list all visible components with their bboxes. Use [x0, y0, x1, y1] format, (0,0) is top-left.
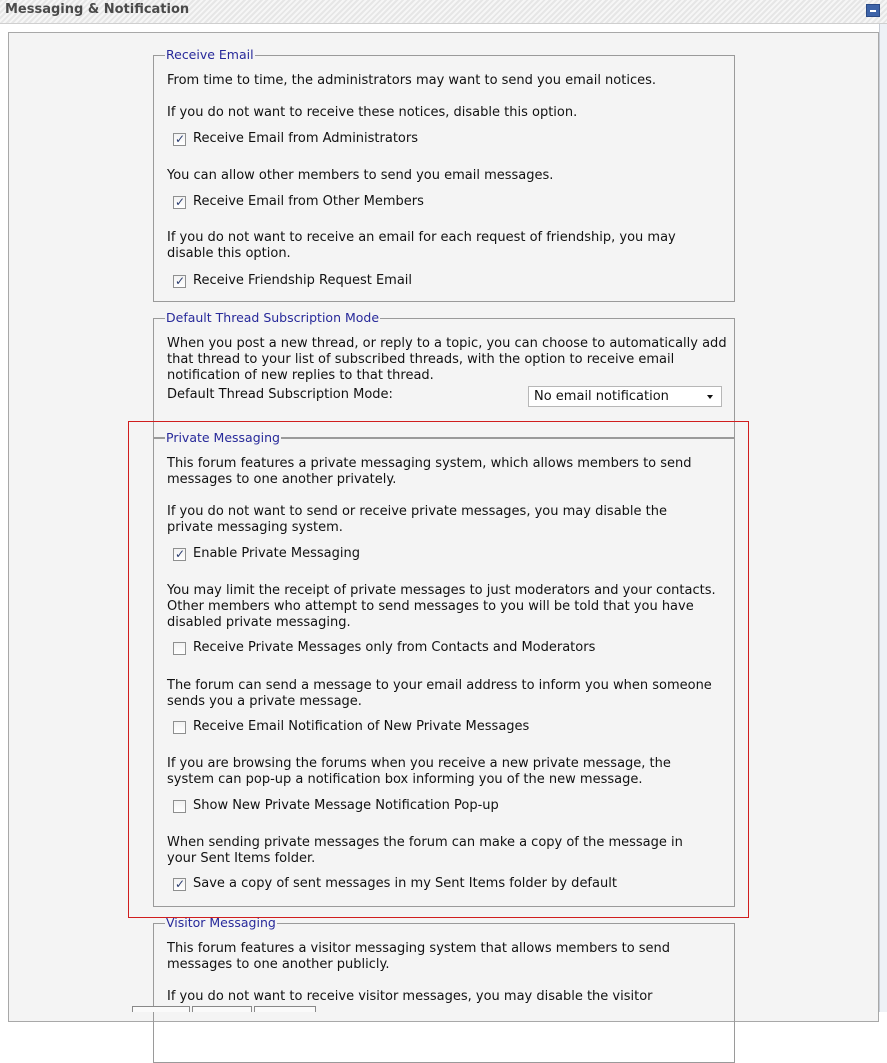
pm-copy-label[interactable]: Save a copy of sent messages in my Sent Items folder by default	[193, 876, 617, 891]
pm-intro: This forum features a private messaging system, which allows members to send messages to one another privately.	[167, 456, 692, 487]
admin-email-label[interactable]: Receive Email from Administrators	[193, 131, 419, 146]
pm-limit-label[interactable]: Receive Private Messages only from Contacts and Moderators	[193, 640, 596, 655]
pm-copy-description: When sending private messages the forum can make a copy of the message in your Sent Items folder.	[167, 835, 683, 866]
bottom-tab-strip	[130, 1006, 330, 1012]
admin-email-description: If you do not want to receive these notices, disable this option.	[167, 105, 578, 120]
thread-subscription-value[interactable]: No email notification	[534, 389, 669, 404]
member-email-label[interactable]: Receive Email from Other Members	[193, 194, 424, 209]
visitor-messaging-legend: Visitor Messaging	[166, 915, 276, 930]
pm-enable-description: If you do not want to send or receive private messages, you may disable the private messaging system.	[167, 504, 667, 535]
receive-email-fieldset	[153, 47, 735, 302]
receive-email-intro: From time to time, the administrators may want to send you email notices.	[167, 73, 657, 88]
bottom-tab[interactable]	[132, 1006, 190, 1012]
pm-email-label[interactable]: Receive Email Notification of New Private Messages	[193, 719, 530, 734]
private-messaging-legend: Private Messaging	[166, 430, 280, 445]
pm-popup-description: If you are browsing the forums when you receive a new private message, the system can pop-up a notification box informing you of the new message.	[167, 756, 671, 787]
scrollbar[interactable]	[879, 24, 887, 1012]
pm-enable-label[interactable]: Enable Private Messaging	[193, 546, 360, 561]
pm-limit-description: You may limit the receipt of private messages to just moderators and your contacts. Other members who attempt to send messages to you will be told that you have disabled private messaging.	[167, 583, 716, 630]
pm-popup-label[interactable]: Show New Private Message Notification Pop-up	[193, 798, 499, 813]
thread-subscription-description: When you post a new thread, or reply to a topic, you can choose to automatically add that thread to your list of subscribed threads, with the option to receive email notification of new replies to that thread.	[167, 336, 727, 383]
section-title: Messaging & Notification	[5, 2, 190, 17]
collapse-icon[interactable]	[866, 4, 880, 17]
friendship-email-checkbox[interactable]	[173, 275, 186, 288]
bottom-tab[interactable]	[192, 1006, 252, 1012]
section-header	[0, 0, 887, 24]
visitor-messaging-fieldset	[153, 915, 735, 1063]
friendship-email-label[interactable]: Receive Friendship Request Email	[193, 273, 413, 288]
private-messaging-highlight	[128, 421, 749, 918]
member-email-checkbox[interactable]	[173, 196, 186, 209]
admin-email-checkbox[interactable]	[173, 133, 186, 146]
thread-subscription-legend: Default Thread Subscription Mode	[166, 310, 380, 325]
vm-disable-description: If you do not want to receive visitor messages, you may disable the visitor	[167, 989, 653, 1004]
bottom-tab[interactable]	[254, 1006, 316, 1012]
chevron-down-icon[interactable]	[707, 395, 713, 399]
member-email-description: You can allow other members to send you email messages.	[167, 168, 554, 183]
thread-subscription-select[interactable]	[528, 386, 722, 407]
friendship-email-description: If you do not want to receive an email for each request of friendship, you may disable this option.	[167, 230, 676, 261]
thread-subscription-label: Default Thread Subscription Mode:	[167, 387, 393, 402]
receive-email-legend: Receive Email	[166, 47, 254, 62]
vm-intro: This forum features a visitor messaging system that allows members to send messages to one another publicly.	[167, 941, 671, 972]
thread-subscription-fieldset	[153, 310, 735, 438]
pm-email-description: The forum can send a message to your email address to inform you when someone sends you a private message.	[167, 678, 712, 709]
